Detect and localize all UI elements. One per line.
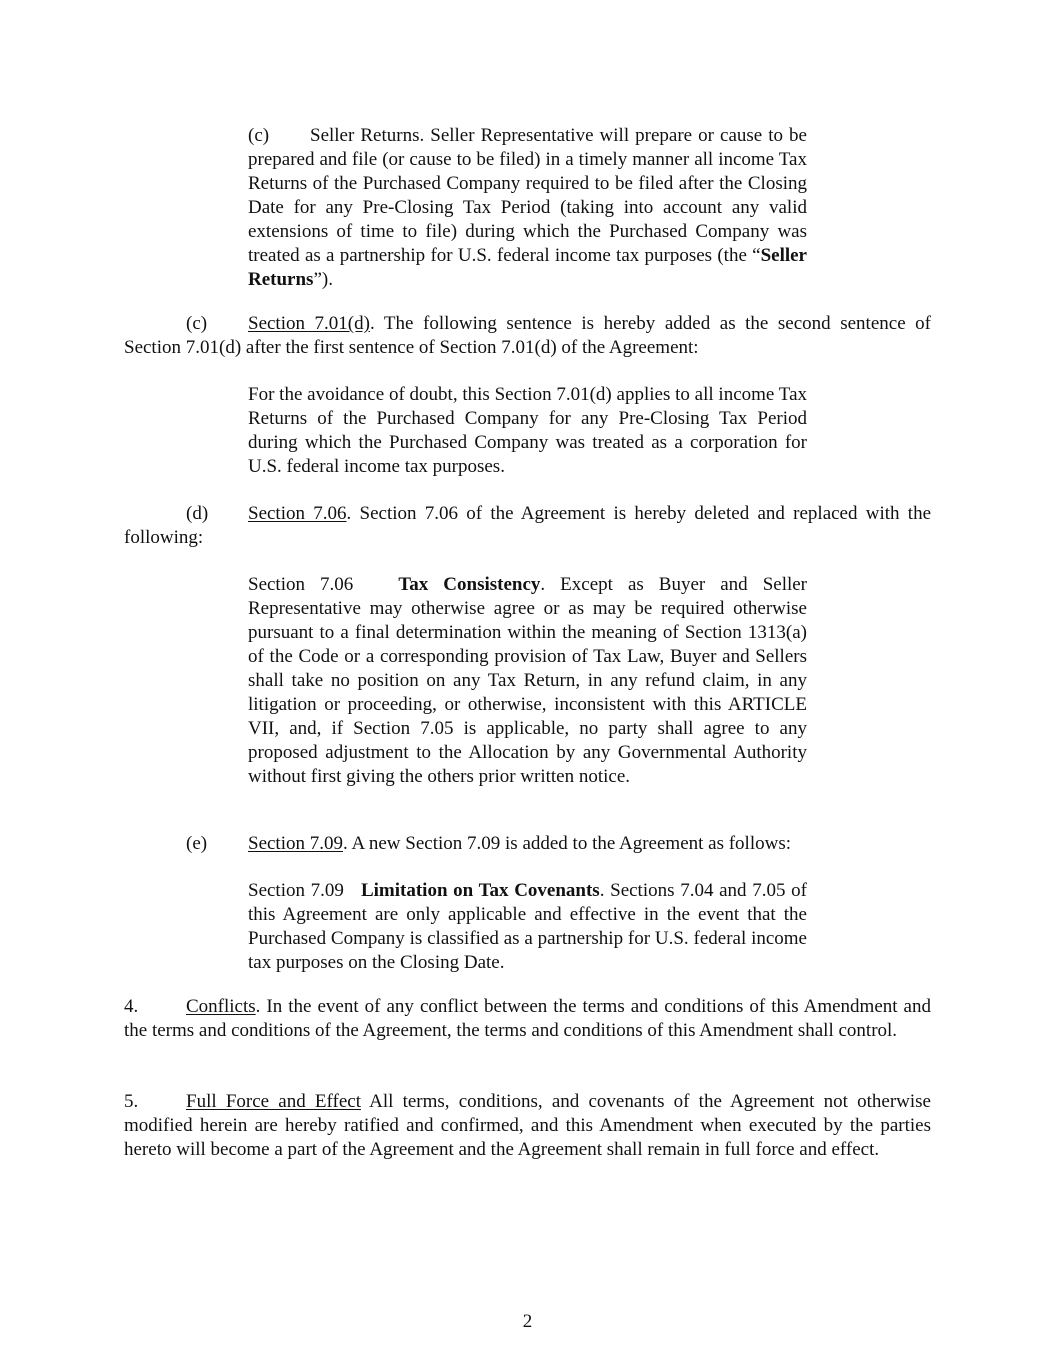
quote-text: . Sections 7.04 and 7.05 of this Agreement are only applicable and effective in the event that the Purchased Company is classified as a partnership for U.S. federal income tax purposes on the Closing Date. [248,880,807,973]
paragraph-text: . A new Section 7.09 is added to the Agreement as follows: [343,833,792,854]
quote-section-title: Limitation on Tax Covenants [360,880,600,901]
section-text: . In the event of any conflict between the terms and conditions of this Amendment and the terms and conditions of the Agreement, the terms and conditions of this Amendment shall control. [124,996,931,1041]
section-4-conflicts [124,995,931,1043]
quote-seller-returns [248,124,807,292]
quote-text: . Except as Buyer and Seller Representative may otherwise agree or as may be required otherwise pursuant to a final determination within the meaning of Section 1313(a) of the Code or a corresponding provision of Tax Law, Buyer and Sellers shall take no position on any Tax Return, in any refund claim, in any litigation or proceeding, or otherwise, inconsistent with this ARTICLE VII, and, if Section 7.05 is applicable, no party shall agree to any proposed adjustment to the Allocation by any Governmental Authority without first giving the others prior written notice. [248,574,808,787]
section-number: 4. [124,996,139,1017]
section-heading: Full Force and Effect [186,1091,361,1112]
quote-section-709 [248,879,807,975]
section-heading: Section 7.01(d) [248,313,370,334]
page-number: 2 [522,1311,533,1332]
quote-tail: ”). [313,269,333,290]
quote-label: (c) [248,125,270,146]
paragraph-text: . Section 7.06 of the Agreement is hereby deleted and replaced with the following: [124,503,932,548]
section-heading: Section 7.06 [248,503,347,524]
quote-section-title: Tax Consistency [398,574,541,595]
quote-section-706 [248,573,807,789]
paragraph-text: . The following sentence is hereby added as the second sentence of Section 7.01(d) after the first sentence of Section 7.01(d) of the Agreement: [124,313,931,358]
paragraph-d-section-706 [124,502,931,550]
paragraph-label: (d) [186,503,209,524]
section-5-full-force [124,1090,931,1162]
quote-section-number: Section 7.06 [248,574,354,595]
paragraph-c-section-701d [124,312,931,360]
section-number: 5. [124,1091,139,1112]
section-heading: Section 7.09 [248,833,343,854]
quote-text: For the avoidance of doubt, this Section 7.01(d) applies to all income Tax Returns of the Purchased Company for any Pre-Closing Tax Period during which the Purchased Company was treated as a corporation for U.S. federal income tax purposes. [248,384,807,477]
paragraph-label: (c) [186,313,208,334]
quote-section-number: Section 7.09 [248,880,344,901]
quote-section-701d [248,383,807,479]
paragraph-label: (e) [186,833,208,854]
quote-text: Seller Returns. Seller Representative will prepare or cause to be prepared and file (or cause to be filed) in a timely manner all income Tax Returns of the Purchased Company required to be filed after the Closing Date for any Pre-Closing Tax Period (taking into account any valid extensions of time to file) during which the Purchased Company was treated as a partnership for U.S. federal income tax purposes (the “ [248,125,807,266]
paragraph-e-section-709 [124,832,931,856]
defined-term: Seller Returns [248,245,807,290]
section-text: All terms, conditions, and covenants of the Agreement not otherwise modified herein are hereby ratified and confirmed, and this Amendment when executed by the parties hereto will become a part of the Agreement and the Agreement shall remain in full force and effect. [124,1091,931,1160]
section-heading: Conflicts [186,996,256,1017]
